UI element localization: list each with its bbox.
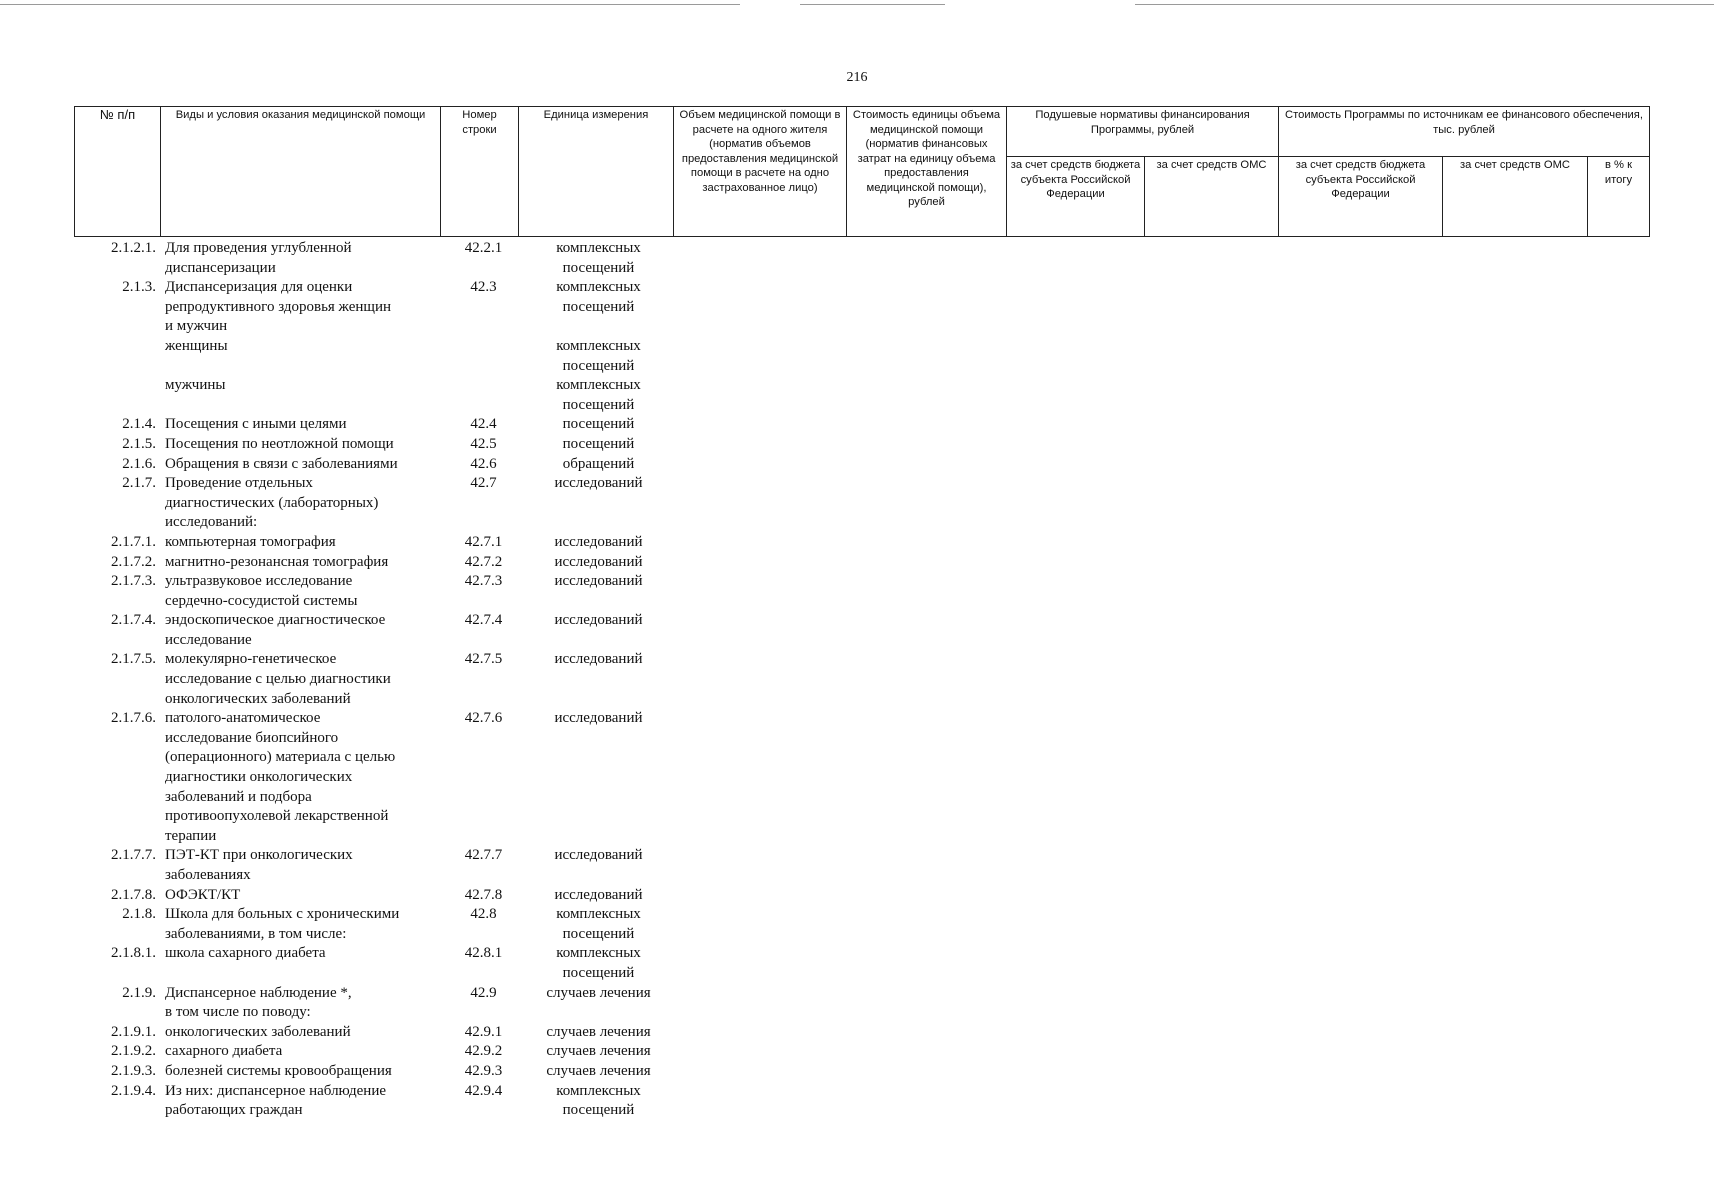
row-name — [159, 1062, 446, 1082]
row-number-text — [74, 376, 156, 396]
row-unit — [521, 415, 676, 435]
header-num: № п/п — [75, 107, 161, 237]
table-row — [74, 415, 694, 435]
row-name-text: диагностических (лабораторных) — [165, 494, 379, 511]
row-name — [159, 611, 446, 650]
row-unit-text: исследований — [554, 533, 643, 550]
row-line-number — [446, 1042, 521, 1062]
row-name-text: заболеваниях — [165, 867, 251, 883]
row-number — [74, 905, 159, 944]
row-name-text: Посещения по неотложной помощи — [165, 435, 394, 452]
row-number-text: 2.1.2.1. — [111, 240, 156, 256]
row-line-number — [446, 415, 521, 435]
row-name-text: диспансеризации — [165, 259, 276, 276]
table-row — [74, 337, 694, 376]
row-name-text: болезней системы кровообращения — [165, 1062, 392, 1079]
row-number-text: 2.1.6. — [122, 455, 156, 472]
header-program-percent: в % к итогу — [1588, 157, 1650, 237]
row-unit — [521, 905, 676, 944]
row-unit-text: исследований — [554, 886, 643, 903]
row-number — [74, 455, 159, 475]
row-name — [159, 572, 446, 611]
row-line-number-text: 42.7.7 — [464, 847, 503, 864]
row-unit — [521, 1042, 676, 1062]
row-name-text: (операционного) материала с целью — [165, 749, 396, 766]
table-header — [74, 106, 1650, 237]
row-unit — [521, 455, 676, 475]
row-name-text: в том числе по поводу: — [165, 1004, 311, 1021]
table-row — [74, 455, 694, 475]
row-name-text: Посещения с иными целями — [165, 416, 347, 433]
row-unit — [521, 278, 676, 337]
row-unit-text: случаев лечения — [546, 984, 651, 1001]
row-name-text: эндоскопическое диагностическое — [165, 612, 386, 629]
row-number-text: 2.1.7.1. — [111, 533, 156, 550]
row-line-number — [446, 1023, 521, 1043]
table-row — [74, 984, 694, 1023]
row-number-text: 2.1.7. — [122, 475, 156, 492]
row-name-text: исследование с целью диагностики — [165, 671, 391, 688]
row-number — [74, 1042, 159, 1062]
row-line-number — [446, 846, 521, 885]
row-number-text: 2.1.5. — [122, 435, 156, 452]
row-unit-text: исследований — [554, 553, 643, 570]
row-line-number-text: 42.7.5 — [464, 651, 503, 668]
row-number — [74, 1062, 159, 1082]
row-number — [74, 984, 159, 1023]
row-unit-text: исследований — [554, 651, 643, 668]
row-line-number-text: 42.7 — [470, 475, 497, 492]
row-unit-text: посещений — [562, 259, 635, 276]
page-number: 216 — [846, 70, 868, 85]
row-unit-text: комплексных — [556, 279, 641, 296]
row-number — [74, 533, 159, 553]
table-row — [74, 886, 694, 906]
row-line-number-text: 42.7.2 — [464, 553, 503, 570]
row-unit-text: посещений — [562, 925, 635, 942]
row-unit — [521, 709, 676, 846]
header-per-capita-budget: за счет средств бюджета субъекта Российской Федерации — [1007, 157, 1145, 237]
row-name — [159, 278, 446, 337]
row-line-number — [446, 553, 521, 573]
row-unit-text: посещений — [562, 357, 635, 374]
row-name-text: заболеваний и подбора — [165, 788, 312, 805]
row-unit-text: случаев лечения — [546, 1043, 651, 1060]
header-program-oms: за счет средств ОМС — [1443, 157, 1588, 237]
header-line: Номер строки — [441, 107, 519, 237]
row-line-number-text: 42.5 — [470, 435, 497, 452]
row-line-number — [446, 944, 521, 983]
row-line-number-text: 42.8.1 — [464, 945, 503, 962]
row-number — [74, 278, 159, 337]
table-row — [74, 650, 694, 709]
row-line-number — [446, 455, 521, 475]
row-name-text: исследований: — [165, 514, 258, 531]
row-name — [159, 376, 446, 415]
row-line-number — [446, 239, 521, 278]
row-unit — [521, 533, 676, 553]
top-border-line-right — [1135, 4, 1714, 5]
row-line-number — [446, 474, 521, 533]
row-unit-text: комплексных — [556, 945, 641, 962]
header-cost: Стоимость единицы объема медицинской помощи (норматив финансовых затрат на единицу объема предоставления медицинской помощи), рублей — [847, 107, 1007, 237]
row-number — [74, 415, 159, 435]
row-unit-text: исследований — [554, 612, 643, 629]
row-unit-text: комплексных — [556, 240, 641, 256]
row-line-number — [446, 709, 521, 846]
row-unit — [521, 1082, 676, 1121]
row-unit-text: комплексных — [556, 337, 641, 354]
row-unit — [521, 553, 676, 573]
row-number-text: 2.1.8. — [122, 906, 156, 923]
table-row — [74, 553, 694, 573]
row-number-text: 2.1.9. — [122, 984, 156, 1001]
row-line-number-text: 42.9.2 — [464, 1043, 503, 1060]
row-line-number-text: 42.7.3 — [464, 573, 503, 590]
row-line-number-text: 42.2.1 — [464, 240, 503, 256]
row-name — [159, 905, 446, 944]
header-kind: Виды и условия оказания медицинской помощи — [161, 107, 441, 237]
row-name-text: Обращения в связи с заболеваниями — [165, 455, 398, 472]
table-row — [74, 1082, 694, 1121]
row-name-text: молекулярно-генетическое — [165, 651, 337, 668]
row-unit — [521, 1062, 676, 1082]
row-line-number-text: 42.6 — [470, 455, 497, 472]
row-line-number — [446, 533, 521, 553]
row-number — [74, 553, 159, 573]
table-row — [74, 572, 694, 611]
row-unit-text: посещений — [562, 396, 635, 413]
row-name-text: заболеваниями, в том числе: — [165, 925, 347, 942]
row-line-number — [446, 611, 521, 650]
row-line-number-text: 42.9 — [470, 984, 497, 1001]
row-unit-text: исследований — [554, 475, 643, 492]
row-line-number-text: 42.9.4 — [464, 1082, 503, 1099]
table-row — [74, 278, 694, 337]
row-unit — [521, 886, 676, 906]
row-name — [159, 984, 446, 1023]
row-unit — [521, 337, 676, 376]
row-line-number — [446, 337, 521, 376]
row-name-text: компьютерная томография — [165, 533, 336, 550]
row-number — [74, 474, 159, 533]
row-unit-text: посещений — [562, 416, 635, 433]
row-unit-text: исследований — [554, 710, 643, 727]
row-name-text: школа сахарного диабета — [165, 945, 326, 962]
table-row — [74, 376, 694, 415]
row-name-text: Школа для больных с хроническими — [165, 906, 400, 923]
row-name — [159, 239, 446, 278]
row-name-text: онкологических заболеваний — [165, 1023, 351, 1040]
row-name-text: магнитно-резонансная томография — [165, 553, 389, 570]
header-volume: Объем медицинской помощи в расчете на одного жителя (норматив объемов предоставления медицинской помощи в расчете на одно застрахованное лицо) — [674, 107, 847, 237]
row-line-number-text: 42.3 — [470, 279, 497, 296]
header-per-capita-oms: за счет средств ОМС — [1145, 157, 1279, 237]
row-unit-text: обращений — [562, 455, 635, 472]
table-row — [74, 1023, 694, 1043]
row-line-number-text: 42.7.6 — [464, 710, 503, 727]
table-row — [74, 239, 694, 278]
row-number-text — [74, 337, 156, 357]
table-row — [74, 1042, 694, 1062]
row-number-text: 2.1.7.5. — [111, 651, 156, 668]
row-unit-text: комплексных — [556, 906, 641, 923]
row-line-number-text: 42.8 — [470, 906, 497, 923]
row-name-text: женщины — [165, 337, 228, 354]
table-row — [74, 944, 694, 983]
row-unit-text: комплексных — [556, 1082, 641, 1099]
row-number-text: 2.1.7.8. — [111, 886, 156, 903]
row-number — [74, 886, 159, 906]
row-number — [74, 337, 159, 376]
row-line-number-text: 42.7.4 — [464, 612, 503, 629]
row-name-text: исследование — [165, 631, 252, 648]
table-body — [74, 239, 694, 1121]
row-name — [159, 944, 446, 983]
row-number — [74, 1082, 159, 1121]
row-unit — [521, 239, 676, 278]
row-name-text: онкологических заболеваний — [165, 690, 351, 707]
row-name-text: Для проведения углубленной — [165, 240, 352, 256]
row-unit-text: случаев лечения — [546, 1062, 651, 1079]
row-name — [159, 709, 446, 846]
row-name — [159, 650, 446, 709]
row-unit — [521, 474, 676, 533]
row-name-text: исследование биопсийного — [165, 729, 339, 746]
row-number — [74, 239, 159, 278]
row-name — [159, 553, 446, 573]
row-number — [74, 650, 159, 709]
row-number-text: 2.1.8.1. — [111, 945, 156, 962]
row-number-text: 2.1.7.4. — [111, 612, 156, 629]
row-number-text: 2.1.9.1. — [111, 1023, 156, 1040]
row-unit — [521, 435, 676, 455]
row-number-text: 2.1.7.7. — [111, 847, 156, 864]
header-unit: Единица измерения — [519, 107, 674, 237]
row-number — [74, 435, 159, 455]
row-name — [159, 455, 446, 475]
row-unit — [521, 984, 676, 1023]
row-line-number-text: 42.9.3 — [464, 1062, 503, 1079]
header-per-capita: Подушевые нормативы финансирования Программы, рублей — [1007, 107, 1279, 157]
row-name — [159, 474, 446, 533]
top-border-line-mid — [800, 4, 945, 5]
row-number-text: 2.1.9.2. — [111, 1043, 156, 1060]
row-unit — [521, 1023, 676, 1043]
row-name — [159, 846, 446, 885]
row-unit-text: исследований — [554, 573, 643, 590]
row-name-text: Проведение отдельных — [165, 475, 313, 492]
row-line-number-text: 42.4 — [470, 416, 497, 433]
row-unit — [521, 611, 676, 650]
row-name-text: сердечно-сосудистой системы — [165, 592, 358, 609]
row-number — [74, 1023, 159, 1043]
row-name-text: репродуктивного здоровья женщин — [165, 298, 392, 315]
table-row — [74, 611, 694, 650]
row-line-number — [446, 650, 521, 709]
row-name — [159, 533, 446, 553]
row-name — [159, 886, 446, 906]
row-line-number-text: 42.9.1 — [464, 1023, 503, 1040]
row-name-text: работающих граждан — [165, 1102, 303, 1119]
row-name — [159, 1082, 446, 1121]
row-name-text: ультразвуковое исследование — [165, 573, 353, 590]
row-unit — [521, 944, 676, 983]
row-unit-text: случаев лечения — [546, 1023, 651, 1040]
row-line-number — [446, 1062, 521, 1082]
row-number — [74, 611, 159, 650]
table-row — [74, 709, 694, 846]
row-unit — [521, 572, 676, 611]
table-row — [74, 1062, 694, 1082]
row-line-number — [446, 376, 521, 415]
top-border-line-left — [0, 4, 740, 5]
row-number-text: 2.1.9.4. — [111, 1082, 156, 1099]
row-unit-text: посещений — [562, 298, 635, 315]
row-line-number — [446, 886, 521, 906]
row-number — [74, 376, 159, 415]
row-unit-text: исследований — [554, 847, 643, 864]
table-row — [74, 533, 694, 553]
row-unit-text: посещений — [562, 1102, 635, 1119]
row-number — [74, 846, 159, 885]
table-row — [74, 905, 694, 944]
row-name-text: противоопухолевой лекарственной — [165, 808, 389, 825]
row-number-text: 2.1.3. — [122, 279, 156, 296]
table-row — [74, 474, 694, 533]
row-number — [74, 944, 159, 983]
row-unit — [521, 846, 676, 885]
table-row — [74, 435, 694, 455]
row-unit-text: посещений — [562, 964, 635, 981]
row-name-text: Диспансерное наблюдение *, — [165, 984, 352, 1001]
row-name-text: мужчины — [165, 377, 226, 394]
row-name-text: терапии — [165, 827, 217, 844]
row-unit-text: комплексных — [556, 377, 641, 394]
row-name-text: Из них: диспансерное наблюдение — [165, 1082, 387, 1099]
row-name — [159, 1042, 446, 1062]
header-program-budget: за счет средств бюджета субъекта Российской Федерации — [1279, 157, 1443, 237]
row-line-number-text: 42.7.1 — [464, 533, 503, 550]
row-name-text: и мужчин — [165, 318, 228, 335]
row-unit — [521, 650, 676, 709]
row-name-text: диагностики онкологических — [165, 769, 353, 786]
row-line-number-text — [446, 337, 521, 357]
row-unit — [521, 376, 676, 415]
row-name — [159, 435, 446, 455]
row-name-text: сахарного диабета — [165, 1043, 283, 1060]
row-line-number — [446, 984, 521, 1023]
row-name — [159, 415, 446, 435]
row-unit-text: посещений — [562, 435, 635, 452]
row-name — [159, 337, 446, 376]
row-name-text: ПЭТ-КТ при онкологических — [165, 847, 353, 864]
row-name-text: Диспансеризация для оценки — [165, 279, 353, 296]
table-row — [74, 846, 694, 885]
row-line-number-text — [446, 376, 521, 396]
row-name-text: ОФЭКТ/КТ — [165, 886, 241, 903]
row-line-number — [446, 278, 521, 337]
row-number-text: 2.1.7.2. — [111, 553, 156, 570]
row-number-text: 2.1.9.3. — [111, 1062, 156, 1079]
row-name — [159, 1023, 446, 1043]
row-number-text: 2.1.7.6. — [111, 710, 156, 727]
row-line-number — [446, 435, 521, 455]
row-number — [74, 572, 159, 611]
header-program-cost: Стоимость Программы по источникам ее финансового обеспечения, тыс. рублей — [1279, 107, 1650, 157]
row-line-number-text: 42.7.8 — [464, 886, 503, 903]
row-line-number — [446, 1082, 521, 1121]
row-line-number — [446, 572, 521, 611]
row-number — [74, 709, 159, 846]
row-line-number — [446, 905, 521, 944]
row-name-text: патолого-анатомическое — [165, 710, 321, 727]
row-number-text: 2.1.4. — [122, 416, 156, 433]
row-number-text: 2.1.7.3. — [111, 573, 156, 590]
